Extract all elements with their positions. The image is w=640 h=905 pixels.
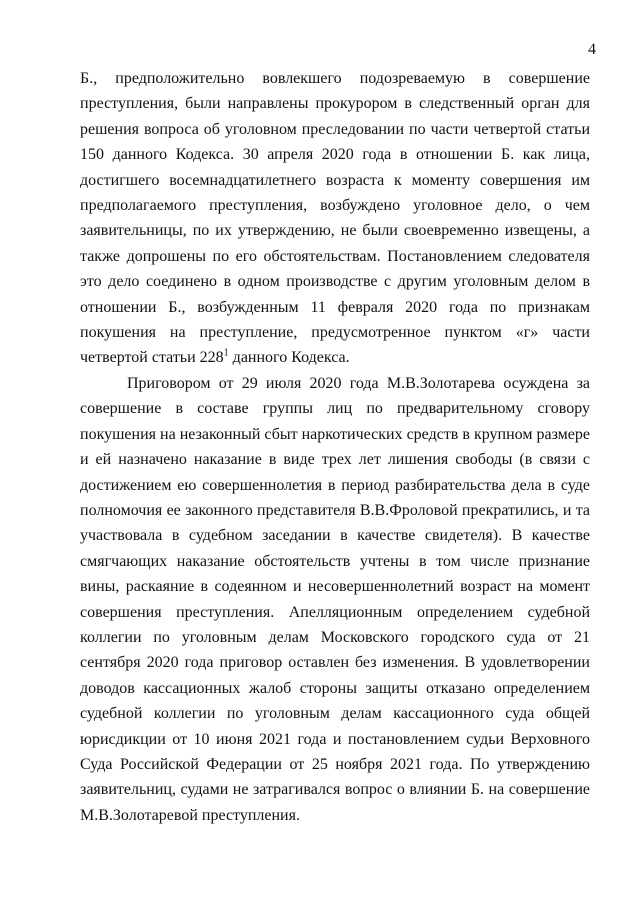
paragraph-text-end: данного Кодекса. [228, 349, 350, 367]
paragraph-text: Б., предположительно вовлекшего подозреваемую в совершение преступления, были направлены прокурором в следственный орган для решения вопроса об уголовном преследовании по части четвертой статьи 150 данного Кодекса. 30 апреля 2020 года в отношении Б. как лица, достигшего восемнадцатилетнего возраста к моменту совершения им предполагаемого преступления, возбуждено уголовное дело, о чем заявительницы, по их утверждению, не были своевременно извещены, а также допрошены по его обстоятельствам. Постановлением следователя это дело соединено в одном производстве с другим уголовным делом в отношении Б., возбужденным 11 февраля 2020 года по признакам покушения на преступление, предусмотренное пунктом «г» части четвертой статьи 228 [80, 70, 590, 367]
paragraph-verdict: Приговором от 29 июля 2020 года М.В.Золотарева осуждена за совершение в составе группы лиц по предварительному сговору покушения на незаконный сбыт наркотических средств в крупном размере и ей назначено наказание в виде трех лет лишения свободы (в связи с достижением ею совершеннолетия в период разбирательства дела в суде полномочия ее законного представителя В.В.Фроловой прекратились, и та участвовала в судебном заседании в качестве свидетеля). В качестве смягчающих наказание обстоятельств учтены в том числе признание вины, раскаяние в содеянном и несовершеннолетний возраст на момент совершения преступления. Апелляционным определением судебной коллегии по уголовным делам Московского городского суда от 21 сентября 2020 года приговор оставлен без изменения. В удовлетворении доводов кассационных жалоб стороны защиты отказано определением судебной коллегии по уголовным делам кассационного суда общей юрисдикции от 10 июня 2021 года и постановлением судьи Верховного Суда Российской Федерации от 25 ноября 2021 года. По утверждению заявительниц, судами не затрагивался вопрос о влиянии Б. на совершение М.В.Золотаревой преступления. [80, 374, 590, 824]
page-number: 4 [588, 41, 596, 58]
article-superscript: 1 [223, 348, 229, 360]
document-body [80, 66, 590, 828]
paragraph-continuation [80, 66, 590, 371]
